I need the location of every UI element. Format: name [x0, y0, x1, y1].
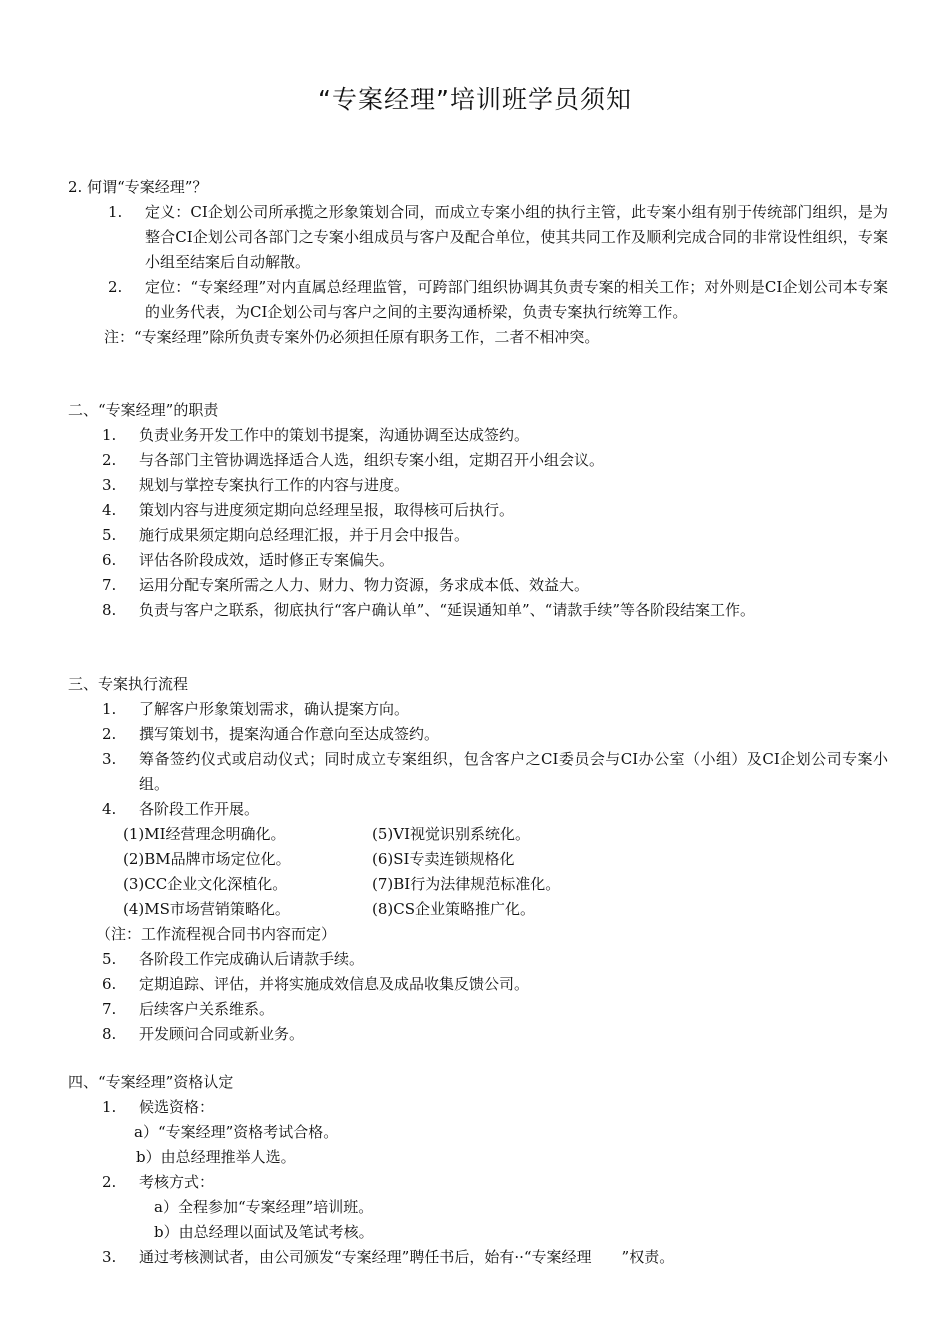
list-number: 7. — [102, 576, 117, 594]
sub-item: a）全程参加“专案经理”培训班。 — [154, 1198, 374, 1216]
list-number: 1. — [102, 1098, 117, 1116]
list-number: 3. — [102, 1248, 117, 1266]
section-heading: 四、“专案经理”资格认定 — [68, 1073, 234, 1091]
section-workflow — [68, 672, 888, 1047]
list-text: 规划与掌控专案执行工作的内容与进度。 — [139, 476, 410, 494]
list-item — [102, 1245, 888, 1270]
list-text: 各阶段工作开展。 — [139, 800, 260, 818]
list-item — [102, 498, 888, 523]
list-number: 5. — [102, 950, 117, 968]
list-text: 开发顾问合同或新业务。 — [139, 1025, 305, 1043]
list-number: 4. — [102, 800, 117, 818]
list-item — [102, 947, 888, 972]
list-number: 8. — [102, 1025, 117, 1043]
phase-item: (8)CS企业策略推广化。 — [372, 900, 536, 918]
list-text: 评估各阶段成效，适时修正专案偏失。 — [139, 551, 395, 569]
list-item — [102, 423, 888, 448]
list-text: 撰写策划书，提案沟通合作意向至达成签约。 — [139, 725, 440, 743]
list-number: 6. — [102, 551, 117, 569]
list-number: 1. — [102, 700, 117, 718]
list-text: 负责业务开发工作中的策划书提案，沟通协调至达成签约。 — [139, 426, 530, 444]
list-text: 后续客户关系维系。 — [139, 1000, 275, 1018]
phase-item: (5)VI视觉识别系统化。 — [372, 825, 531, 843]
list-item — [108, 200, 888, 275]
list-item — [102, 722, 888, 747]
list-text: 各阶段工作完成确认后请款手续。 — [139, 950, 365, 968]
phase-grid — [102, 822, 888, 922]
list-item — [102, 997, 888, 1022]
sub-item: b）由总经理推举人选。 — [136, 1148, 296, 1166]
section-heading: 三、专案执行流程 — [68, 675, 189, 693]
list-item — [102, 697, 888, 722]
section-qualification — [68, 1070, 888, 1270]
section-heading: 2. 何谓“专案经理”？ — [68, 178, 208, 196]
list-number: 3. — [102, 750, 117, 768]
list-item — [102, 1095, 888, 1120]
sub-item: a）“专案经理”资格考试合格。 — [134, 1123, 339, 1141]
list-item — [102, 573, 888, 598]
list-item — [102, 1022, 888, 1047]
list-text: 策划内容与进度须定期向总经理呈报，取得核可后执行。 — [139, 501, 515, 519]
list-item — [102, 1170, 888, 1195]
list-number: 2. — [102, 451, 117, 469]
phase-item: (7)BI行为法律规范标准化。 — [372, 875, 561, 893]
list-item — [102, 473, 888, 498]
list-number: 1. — [108, 203, 123, 221]
workflow-note: （注：工作流程视合同书内容而定） — [96, 925, 337, 943]
sub-item: b）由总经理以面试及笔试考核。 — [154, 1223, 374, 1241]
list-number: 7. — [102, 1000, 117, 1018]
list-text: 了解客户形象策划需求，确认提案方向。 — [139, 700, 410, 718]
list-number: 3. — [102, 476, 117, 494]
list-text: 候选资格： — [139, 1098, 215, 1116]
list-item — [102, 797, 888, 822]
list-number: 1. — [102, 426, 117, 444]
phase-item: (6)SI专卖连锁规格化 — [372, 850, 515, 868]
list-item — [102, 747, 888, 797]
list-item — [108, 275, 888, 325]
section-what-is-pm — [68, 175, 888, 350]
list-item — [102, 448, 888, 473]
list-number: 4. — [102, 501, 117, 519]
list-item — [102, 598, 888, 623]
phase-item: (3)CC企业文化深植化。 — [123, 875, 288, 893]
list-text: 考核方式： — [139, 1173, 215, 1191]
list-text: 与各部门主管协调选择适合人选，组织专案小组，定期召开小组会议。 — [139, 451, 605, 469]
list-number: 2. — [102, 1173, 117, 1191]
phase-item: (4)MS市场营销策略化。 — [123, 900, 290, 918]
list-number: 2. — [102, 725, 117, 743]
list-text: 筹备签约仪式或启动仪式；同时成立专案组织，包含客户之CI委员会与CI办公室（小组）及CI企划公司专案小组。 — [139, 750, 888, 793]
list-text: 定位：“专案经理”对内直属总经理监管，可跨部门组织协调其负责专案的相关工作；对外则是CI企划公司本专案的业务代表，为CI企划公司与客户之间的主要沟通桥梁，负责专案执行统筹工作。 — [145, 278, 888, 321]
phase-item: (2)BM品牌市场定位化。 — [123, 850, 291, 868]
section-duties — [68, 398, 888, 623]
document-title: “专案经理”培训班学员须知 — [318, 85, 632, 114]
list-number: 6. — [102, 975, 117, 993]
phase-item: (1)MI经营理念明确化。 — [123, 825, 286, 843]
list-item — [102, 972, 888, 997]
section-note: 注：“专案经理”除所负责专案外仍必须担任原有职务工作，二者不相冲突。 — [104, 328, 600, 346]
list-text: 定期追踪、评估，并将实施成效信息及成品收集反馈公司。 — [139, 975, 530, 993]
list-text: 运用分配专案所需之人力、财力、物力资源，务求成本低、效益大。 — [139, 576, 590, 594]
list-text: 通过考核测试者，由公司颁发“专案经理”聘任书后，始有··“专案经理 ”权责。 — [139, 1248, 675, 1266]
list-text: 定义：CI企划公司所承揽之形象策划合同，而成立专案小组的执行主管，此专案小组有别于传统部门组织，是为整合CI企划公司各部门之专案小组成员与客户及配合单位，使其共同工作及顺利完成合同的非常设性组织，专案小组至结案后自动解散。 — [145, 203, 888, 271]
list-number: 8. — [102, 601, 117, 619]
list-item — [102, 548, 888, 573]
list-text: 负责与客户之联系，彻底执行“客户确认单”、“延误通知单”、“请款手续”等各阶段结案工作。 — [139, 601, 756, 619]
list-item — [102, 523, 888, 548]
list-number: 5. — [102, 526, 117, 544]
section-heading: 二、“专案经理”的职责 — [68, 401, 219, 419]
list-text: 施行成果须定期向总经理汇报，并于月会中报告。 — [139, 526, 470, 544]
list-number: 2. — [108, 278, 123, 296]
